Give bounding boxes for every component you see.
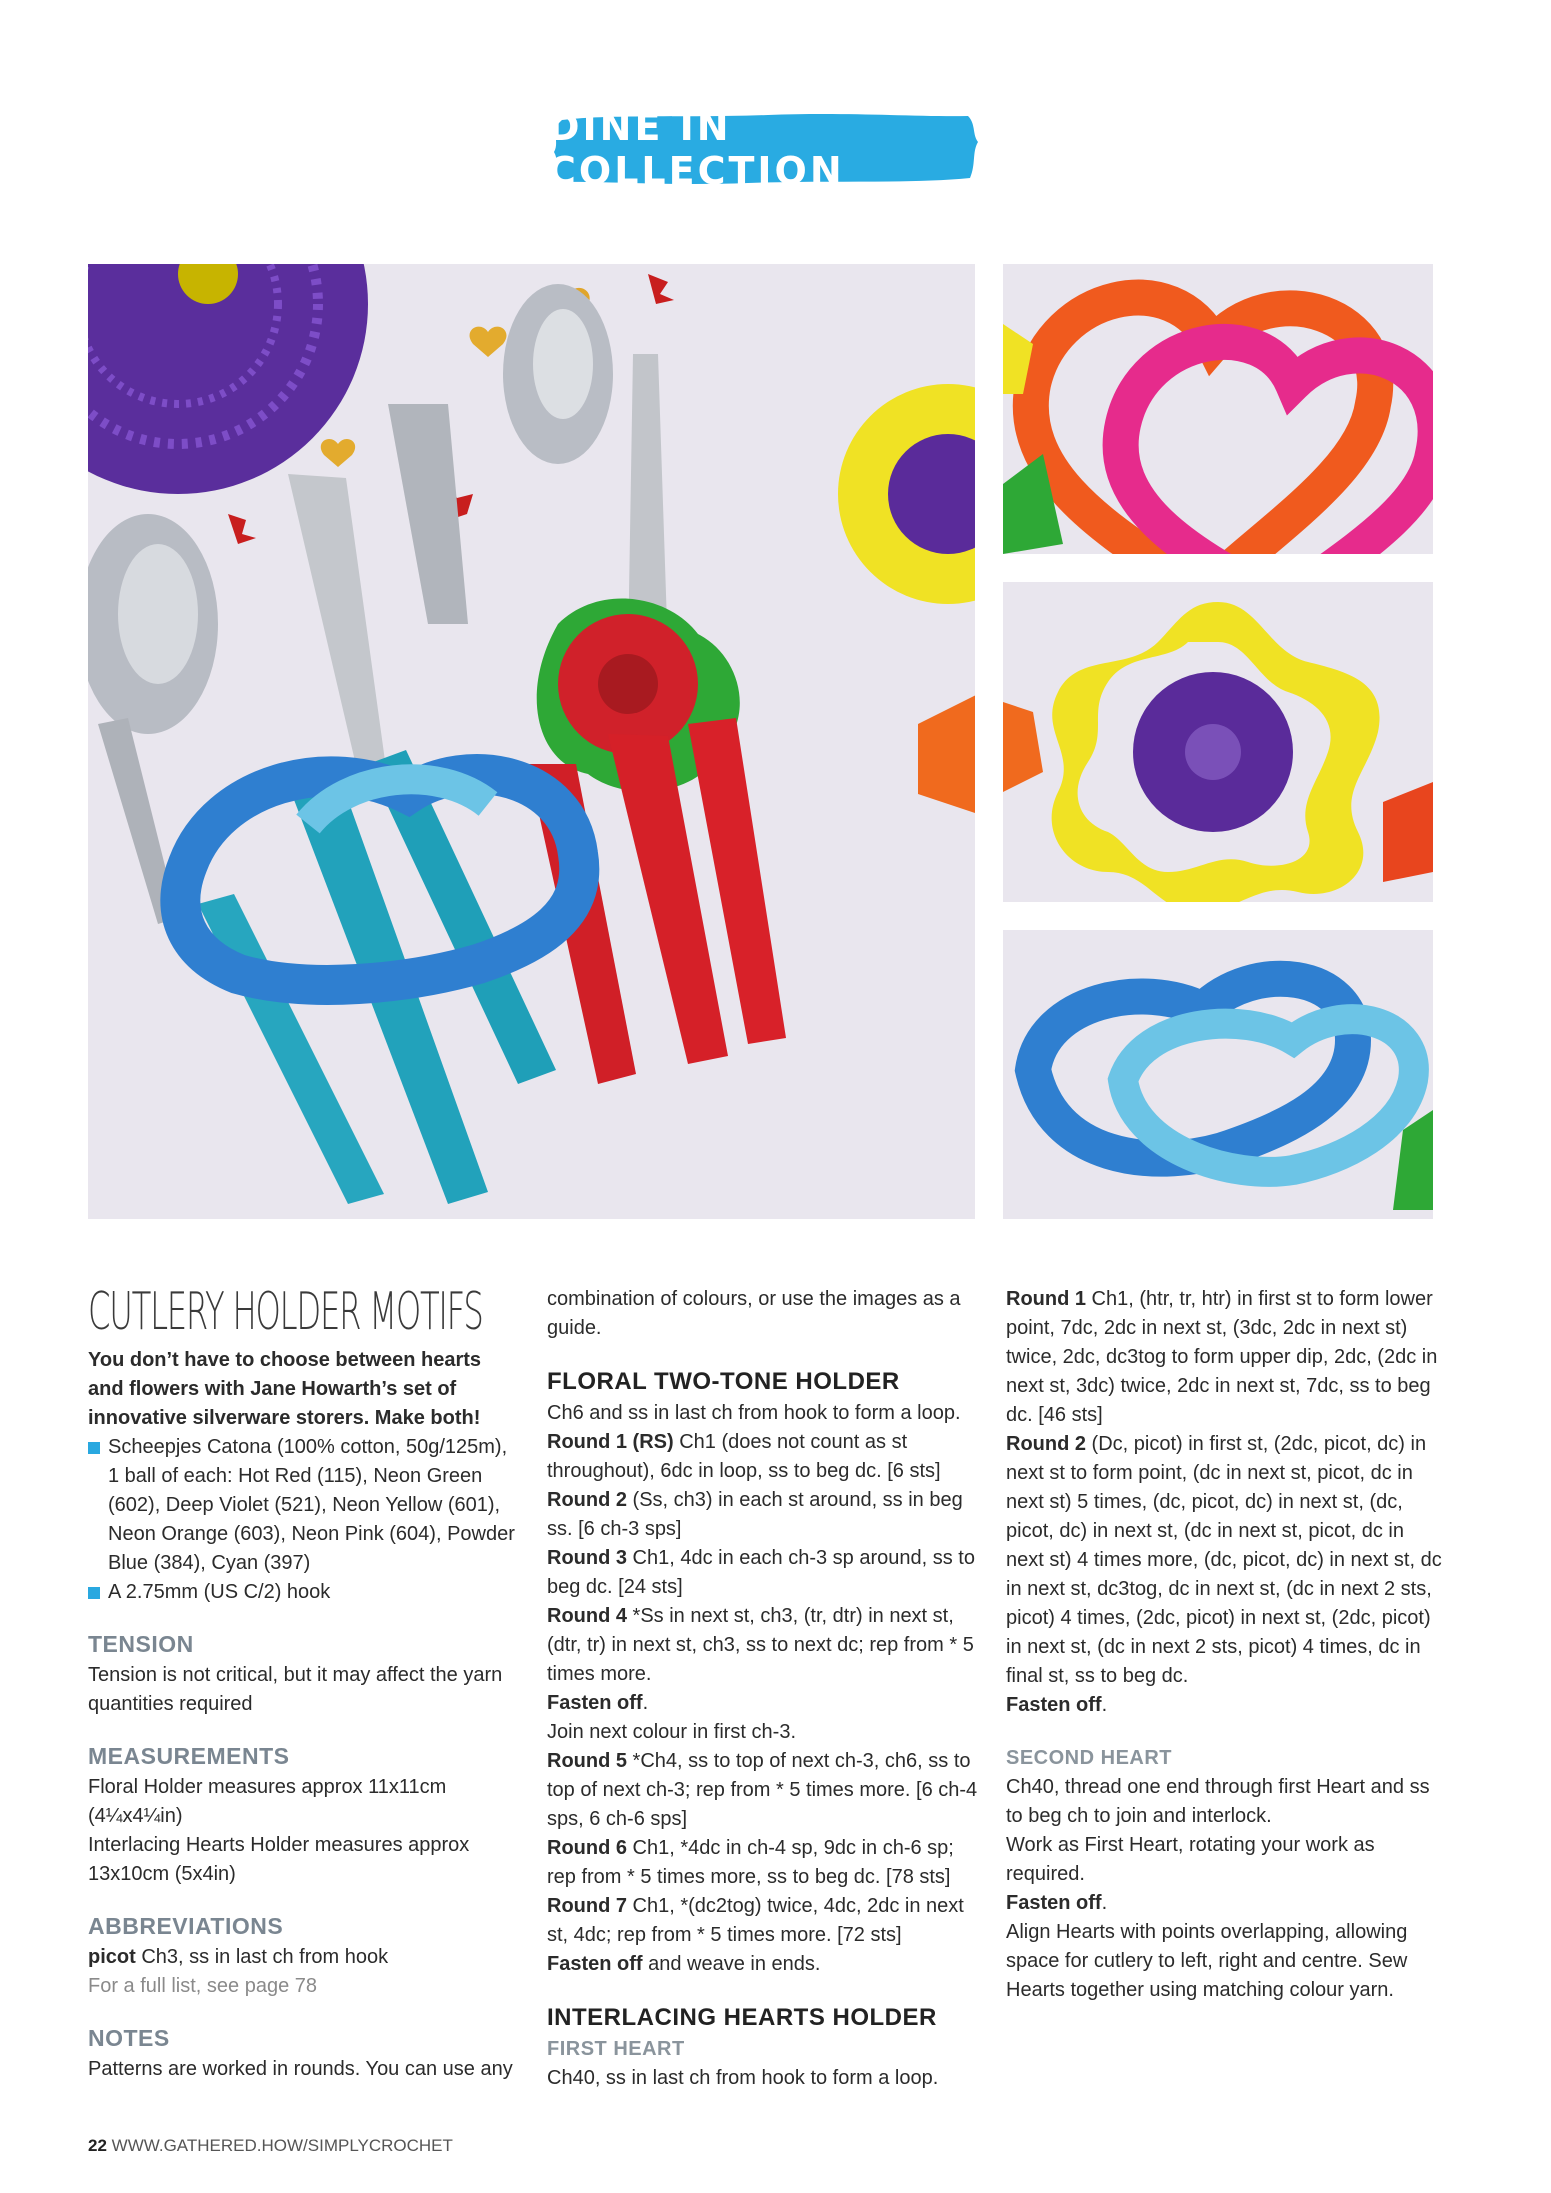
tension-heading: TENSION <box>88 1631 194 1657</box>
flower-photo <box>1003 582 1433 902</box>
second-heart-work: Work as First Heart, rotating your work as required. <box>1006 1834 1375 1885</box>
measurements-floral: Floral Holder measures approx 11x11cm (4¼x4¼in) <box>88 1776 447 1827</box>
banner-title: DINE IN COLLECTION <box>548 105 845 193</box>
floral-fasten-off-final: Fasten off and weave in ends. <box>547 1953 821 1975</box>
second-heart-fasten-off: Fasten off. <box>1006 1892 1108 1914</box>
floral-round-1: Round 1 (RS) Ch1 (does not count as st throughout), 6dc in loop, ss to beg dc. [6 sts] <box>547 1431 941 1482</box>
notes-text-continued: combination of colours, or use the images as a guide. <box>547 1288 961 1339</box>
column-2 <box>547 1285 987 2093</box>
article-title: CUTLERY HOLDER MOTIFS <box>88 1282 483 1342</box>
floral-round-6: Round 6 Ch1, *4dc in ch-4 sp, 9dc in ch-6 sp; rep from * 5 times more, ss to beg dc. [78 sts] <box>547 1837 954 1888</box>
hearts-fasten-off: Fasten off. <box>1006 1694 1108 1716</box>
page-footer <box>88 2136 453 2156</box>
notes-text: Patterns are worked in rounds. You can use any <box>88 2058 513 2080</box>
measurements-hearts: Interlacing Hearts Holder measures approx 13x10cm (5x4in) <box>88 1834 470 1885</box>
materials-item: Scheepjes Catona (100% cotton, 50g/125m), 1 ball of each: Hot Red (115), Neon Green (602), Deep Violet (521), Neon Yellow (601), Neon Orange (603), Neon Pink (604), Powder Blue (384), Cyan (397) <box>88 1433 518 1578</box>
floral-round-2: Round 2 (Ss, ch3) in each st around, ss in beg ss. [6 ch-3 sps] <box>547 1489 963 1540</box>
blue-hearts-photo <box>1003 930 1433 1219</box>
tension-text: Tension is not critical, but it may affect the yarn quantities required <box>88 1664 503 1715</box>
floral-round-4: Round 4 *Ss in next st, ch3, (tr, dtr) in next st, (dtr, tr) in next st, ch3, ss to next dc; rep from * 5 times more. <box>547 1605 974 1685</box>
page-number: 22 <box>88 2136 107 2155</box>
hearts-heading: INTERLACING HEARTS HOLDER <box>547 2004 937 2031</box>
bullet-square-icon <box>88 1587 100 1599</box>
floral-heading: FLORAL TWO-TONE HOLDER <box>547 1368 900 1395</box>
floral-join: Join next colour in first ch-3. <box>547 1721 796 1743</box>
floral-round-3: Round 3 Ch1, 4dc in each ch-3 sp around, ss to beg dc. [24 sts] <box>547 1547 975 1598</box>
measurements-heading: MEASUREMENTS <box>88 1743 290 1769</box>
hearts-round-2: Round 2 (Dc, picot) in first st, (2dc, picot, dc) in next st to form point, (dc in next st, picot, dc in next st) 5 times, (dc, picot, dc) in next st, (dc, picot, dc) in next st, (dc in next st, picot, dc in next st) 4 times more, (dc, picot, dc) in next st, dc in next st, dc3tog, dc in next st, (dc in next 2 sts, picot) 4 times, (2dc, picot) in next st, (2dc, picot) in next st, (dc in next 2 sts, picot) 4 times, dc in final st, ss to beg dc. <box>1006 1433 1442 1687</box>
floral-intro: Ch6 and ss in last ch from hook to form a loop. <box>547 1402 961 1424</box>
section-banner <box>548 105 978 193</box>
abbreviation-entry: picot Ch3, ss in last ch from hook <box>88 1946 389 1968</box>
floral-round-7: Round 7 Ch1, *(dc2tog) twice, 4dc, 2dc in next st, 4dc; rep from * 5 times more. [72 sts] <box>547 1895 964 1946</box>
first-heart-heading: FIRST HEART <box>547 2038 685 2060</box>
second-heart-heading: SECOND HEART <box>1006 1747 1173 1769</box>
notes-heading: NOTES <box>88 2025 170 2051</box>
floral-round-5: Round 5 *Ch4, ss to top of next ch-3, ch6, ss to top of next ch-3; rep from * 5 times more. [6 ch-4 sps, 6 ch-6 sps] <box>547 1750 978 1830</box>
hearts-finishing: Align Hearts with points overlapping, allowing space for cutlery to left, right and centre. Sew Hearts together using matching colour yarn. <box>1006 1921 1408 2001</box>
abbreviations-note: For a full list, see page 78 <box>88 1975 318 1997</box>
materials-item: A 2.75mm (US C/2) hook <box>88 1578 518 1607</box>
materials-list <box>88 1433 518 1607</box>
pink-hearts-photo <box>1003 264 1433 554</box>
footer-url[interactable]: WWW.GATHERED.HOW/SIMPLYCROCHET <box>106 2136 453 2155</box>
abbreviations-heading: ABBREVIATIONS <box>88 1913 284 1939</box>
first-heart-intro: Ch40, ss in last ch from hook to form a loop. <box>547 2067 939 2089</box>
article-intro: You don’t have to choose between hearts and flowers with Jane Howarth’s set of innovative silverware storers. Make both! <box>88 1349 482 1429</box>
bullet-square-icon <box>88 1442 100 1454</box>
hearts-round-1: Round 1 Ch1, (htr, tr, htr) in first st to form lower point, 7dc, 2dc in next st, (3dc, 2dc in next st) twice, 2dc, dc3tog to form upper dip, 2dc, (2dc in next st, 3dc) twice, 2dc in next st, 7dc, ss to beg dc. [46 sts] <box>1006 1288 1438 1426</box>
cutlery-photo <box>88 264 975 1219</box>
column-1 <box>88 1280 518 2084</box>
floral-fasten-off: Fasten off. <box>547 1692 649 1714</box>
second-heart-text: Ch40, thread one end through first Heart and ss to beg ch to join and interlock. <box>1006 1776 1430 1827</box>
column-3 <box>1006 1285 1446 2005</box>
